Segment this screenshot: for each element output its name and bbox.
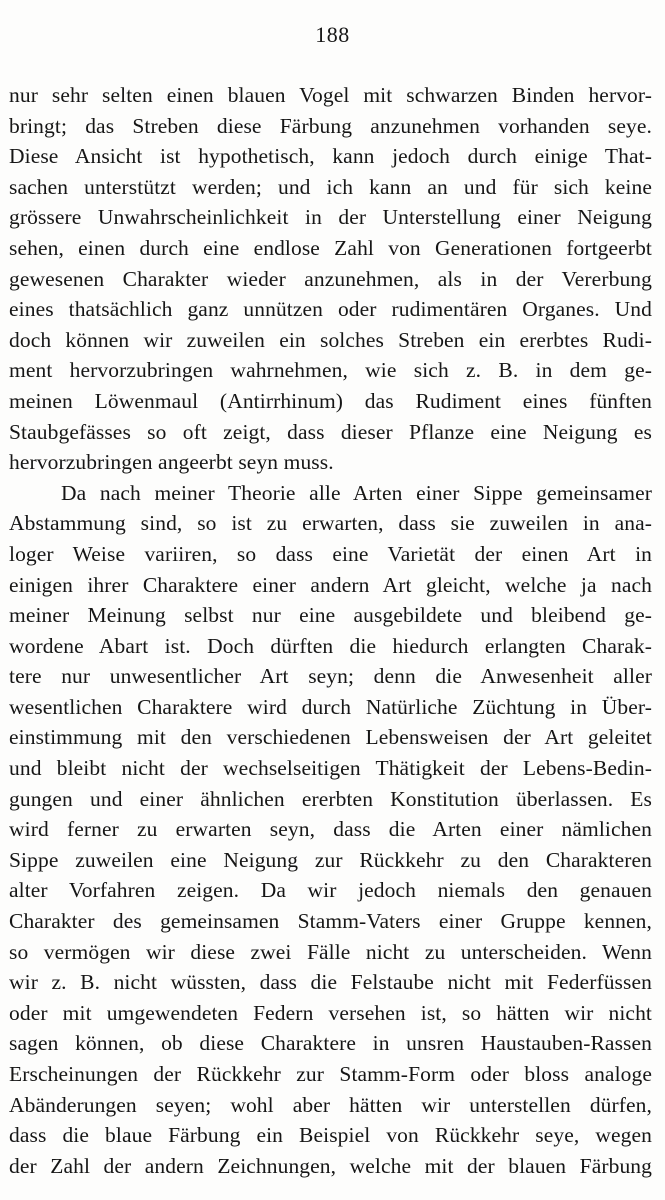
text-line: Da nach meiner Theorie alle Arten einer Sippe gemeinsamer (61, 480, 652, 505)
text-line: wir z. B. nicht wüssten, dass die Felstaube nicht mit Federfüssen (9, 970, 652, 995)
text-line: einstimmung mit den verschiedenen Lebensweisen der Art geleitet (9, 725, 652, 750)
text-line: Abänderungen seyen; wohl aber hätten wir unterstellen dürfen, (9, 1092, 652, 1117)
text-line: so vermögen wir diese zwei Fälle nicht zu unterscheiden. Wenn (9, 939, 652, 964)
text-line: bringt; das Streben diese Färbung anzunehmen vorhanden seye. (9, 113, 652, 138)
body-text (9, 80, 652, 1181)
text-line: Abstammung sind, so ist zu erwarten, dass sie zuweilen in ana- (9, 511, 652, 536)
text-line: grössere Unwahrscheinlichkeit in der Unterstellung einer Neigung (9, 205, 652, 230)
text-line: sachen unterstützt werden; und ich kann an und für sich keine (9, 174, 652, 199)
text-line: nur sehr selten einen blauen Vogel mit schwarzen Binden hervor- (9, 83, 652, 107)
paragraph (9, 478, 652, 1182)
text-line: Diese Ansicht ist hypothetisch, kann jedoch durch einige That- (9, 144, 652, 169)
text-line: tere nur unwesentlicher Art seyn; denn die Anwesenheit aller (9, 664, 652, 689)
page-number: 188 (315, 22, 350, 47)
text-line: wesentlichen Charaktere wird durch Natürliche Züchtung in Über- (9, 694, 652, 719)
text-line: loger Weise variiren, so dass eine Varietät der einen Art in (9, 541, 652, 566)
text-line: und bleibt nicht der wechselseitigen Thätigkeit der Lebens-Bedin- (9, 756, 652, 781)
paragraph (9, 80, 652, 478)
text-line: Erscheinungen der Rückkehr zur Stamm-Form oder bloss analoge (9, 1062, 652, 1086)
text-line: Sippe zuweilen eine Neigung zur Rückkehr zu den Charakteren (9, 847, 652, 872)
text-line: oder mit umgewendeten Federn versehen ist, so hätten wir nicht (9, 1000, 652, 1025)
text-line: eines thatsächlich ganz unnützen oder rudimentären Organes. Und (9, 297, 652, 322)
text-line: einigen ihrer Charaktere einer andern Art gleicht, welche ja nach (9, 572, 652, 597)
text-line: wordene Abart ist. Doch dürften die hiedurch erlangten Charak- (9, 633, 652, 658)
text-line: sehen, einen durch eine endlose Zahl von Generationen fortgeerbt (9, 235, 652, 260)
text-line: Charakter des gemeinsamen Stamm-Vaters einer Gruppe kennen, (9, 909, 652, 934)
text-line: ment hervorzubringen wahrnehmen, wie sich z. B. in dem ge- (9, 358, 652, 383)
text-line: wird ferner zu erwarten seyn, dass die Arten einer nämlichen (9, 817, 652, 842)
text-line: der Zahl der andern Zeichnungen, welche mit der blauen Färbung (9, 1153, 652, 1178)
text-line: Staubgefässes so oft zeigt, dass dieser Pflanze eine Neigung es (9, 419, 652, 444)
text-line: doch können wir zuweilen ein solches Streben ein ererbtes Rudi- (9, 327, 652, 352)
text-line: sagen können, ob diese Charaktere in unsren Haustauben-Rassen (9, 1031, 652, 1056)
text-line: hervorzubringen angeerbt seyn muss. (9, 450, 334, 475)
text-line: alter Vorfahren zeigen. Da wir jedoch niemals den genauen (9, 878, 652, 903)
text-line: gewesenen Charakter wieder anzunehmen, als in der Vererbung (9, 266, 652, 291)
text-line: meiner Meinung selbst nur eine ausgebildete und bleibend ge- (9, 603, 652, 628)
text-line: dass die blaue Färbung ein Beispiel von Rückkehr seye, wegen (9, 1123, 652, 1148)
text-line: gungen und einer ähnlichen ererbten Konstitution überlassen. Es (9, 786, 652, 811)
text-line: meinen Löwenmaul (Antirrhinum) das Rudiment eines fünften (9, 388, 652, 413)
